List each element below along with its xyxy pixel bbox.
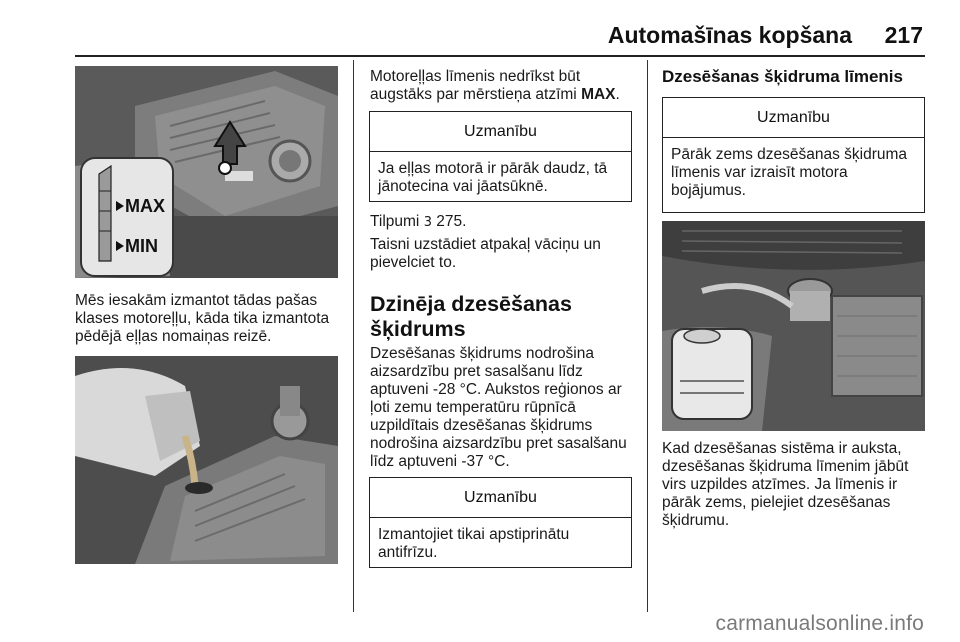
- page-header: [0, 0, 960, 60]
- caution-box-1: Uzmanību Ja eļļas motorā ir pārāk daudz, tā jānotecina vai jāatsūknē.: [369, 111, 632, 202]
- caution-title: Uzmanību: [370, 478, 631, 518]
- dipstick-illustration: [75, 66, 338, 278]
- page-reference-icon: 3: [423, 215, 432, 230]
- section-heading-coolant-level: Dzesēšanas šķidruma līmenis: [662, 67, 903, 86]
- caution-title: Uzmanību: [663, 98, 924, 138]
- header-title: Automašīnas kopšana: [607, 22, 852, 48]
- col1-paragraph1: Mēs iesakām izmantot tādas pašas klases motoreļļu, kāda tika izmantota pēdējā eļļas nomaiņas reizē.: [75, 292, 330, 345]
- capacities-reference[interactable]: Tilpumi 3 275.: [370, 213, 467, 230]
- min-label: MIN: [125, 236, 158, 256]
- col2-paragraph2: Taisni uzstādiet atpakaļ vāciņu un pievelciet to.: [370, 236, 601, 271]
- col2-paragraph1: Motoreļļas līmenis nedrīkst būt augstāks par mērstieņa atzīmi MAX.: [370, 68, 620, 103]
- section-heading-coolant: Dzinēja dzesēšanas šķidrums: [370, 292, 572, 341]
- max-mark: MAX: [581, 86, 616, 103]
- coolant-reservoir-illustration: [662, 221, 925, 431]
- column-divider-1: [353, 60, 354, 612]
- header-rule: [75, 55, 925, 57]
- caution-title: Uzmanību: [370, 112, 631, 152]
- oil-filling-illustration: [75, 356, 338, 564]
- col2-paragraph3: Dzesēšanas šķidrums nodrošina aizsardzību pret sasalšanu līdz aptuveni -28 °C. Aukstos reģionos ar ļoti zemu temperatūru rūpnīcā uzpildītais dzesēšanas šķidrums nodrošina aizsardzību pret sasalšanu līdz aptuveni -37 °C.: [370, 345, 627, 470]
- caution-box-3: Uzmanību Pārāk zems dzesēšanas šķidruma līmenis var izraisīt motora bojājumus.: [662, 97, 925, 213]
- watermark: carmanualsonline.info: [715, 612, 924, 635]
- column-divider-2: [647, 60, 648, 612]
- caution-box-2: Uzmanību Izmantojiet tikai apstiprinātu antifrīzu.: [369, 477, 632, 568]
- max-label: MAX: [125, 196, 165, 216]
- col3-paragraph1: Kad dzesēšanas sistēma ir auksta, dzesēšanas šķidruma līmenim jābūt virs uzpildes atzīmes. Ja līmenis ir pārāk zems, pielejiet dzesēšanas šķidrumu.: [662, 440, 909, 529]
- page-number: 217: [884, 22, 923, 48]
